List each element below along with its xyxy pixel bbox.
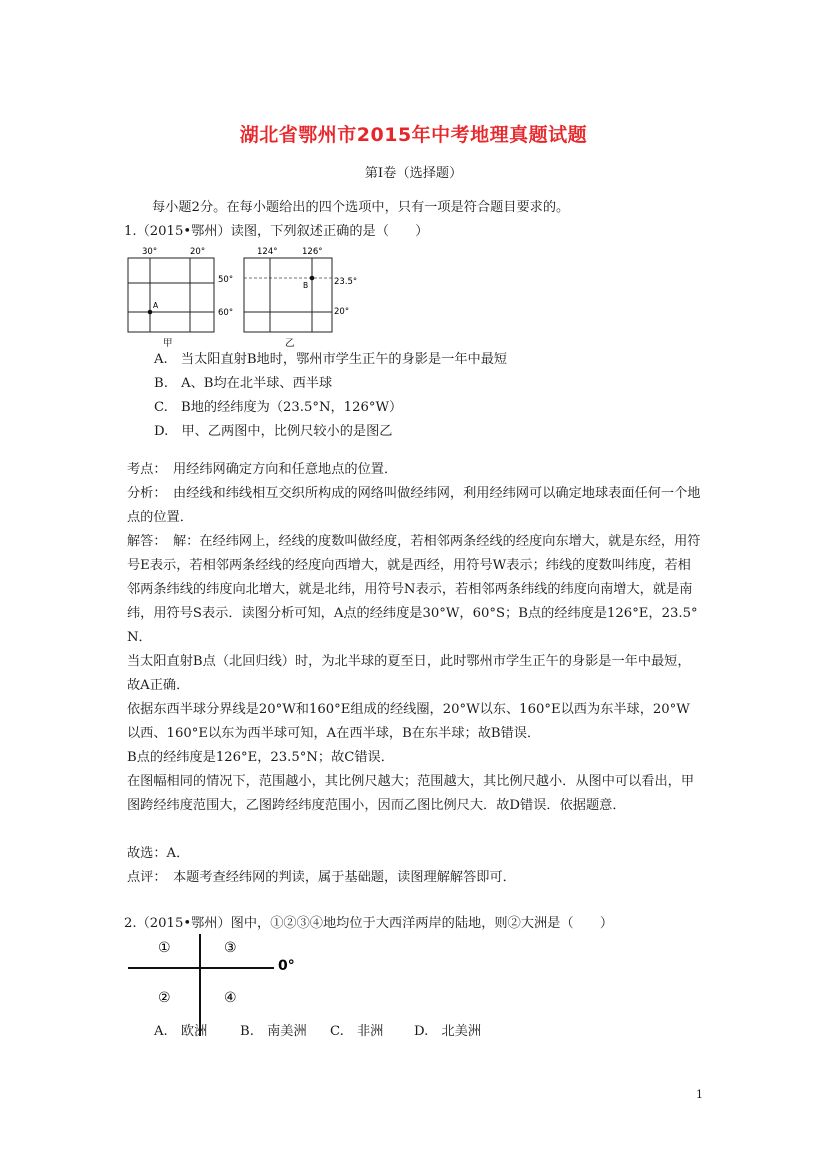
q2-lat-label: 0° [278, 958, 295, 974]
figure-jia [112, 242, 252, 350]
point-b-marker [310, 276, 315, 281]
yi-lon-left: 124° [257, 247, 278, 257]
explain-4: 在图幅相同的情况下，范围越小，其比例尺越大；范围越大，其比例尺越小．从图中可以看出，甲图跨经纬度范围大，乙图跨经纬度范围小，因而乙图比例尺大．故D错误．依据题意． [127, 774, 695, 813]
kaodian-text: 用经纬网确定方向和任意地点的位置． [173, 462, 398, 477]
yi-lat-bottom: 20° [334, 307, 350, 317]
page-number: 1 [696, 1088, 703, 1101]
jieda-block [127, 530, 701, 650]
q2-option-d: D. 北美洲 [414, 1024, 482, 1039]
fenxi-text: 由经线和纬线相互交织所构成的网络叫做经纬网，利用经纬网可以确定地球表面任何一个地点的位置． [127, 486, 701, 525]
fenxi-label: 分析： [127, 486, 167, 501]
dianping-line [127, 866, 701, 890]
instruction: 每小题2分。在每小题给出的四个选项中，只有一项是符合题目要求的。 [152, 200, 570, 215]
kaodian-label: 考点： [127, 462, 167, 477]
yi-lon-right: 126° [302, 247, 323, 257]
yi-caption: 乙 [285, 338, 295, 349]
figure-yi [232, 242, 372, 350]
jia-lat-top: 50° [218, 275, 234, 285]
jia-lon-left: 30° [142, 247, 158, 257]
q2-option-c: C. 非洲 [330, 1024, 384, 1039]
q2-region-2: ② [158, 990, 171, 1006]
dianping-text: 本题考查经纬网的判读，属于基础题，读图理解解答即可． [173, 870, 516, 885]
jieda-label: 解答： [127, 534, 167, 549]
q1-answer: 故选：A． [127, 846, 190, 861]
explain-2: 依据东西半球分界线是20°W和160°E组成的经线圈，20°W以东、160°E以西为东半球，20°W以西、160°E以东为西半球可知，A在西半球，B在东半球；故B错误． [127, 702, 690, 741]
jia-point-label: A [153, 301, 159, 310]
q1-option-a: A. 当太阳直射B地时，鄂州市学生正午的身影是一年中最短 [154, 352, 508, 367]
question-2-stem: 2.（2015•鄂州）图中，①②③④地均位于大西洋两岸的陆地，则②大洲是（ ） [124, 916, 614, 931]
q1-option-b: B. A、B均在北半球、西半球 [154, 376, 333, 391]
jia-lon-right: 20° [190, 247, 206, 257]
q2-region-4: ④ [224, 990, 237, 1006]
kaodian-line [127, 458, 701, 482]
question-1-stem: 1.（2015•鄂州）读图，下列叙述正确的是（ ） [124, 224, 429, 239]
fenxi-block [127, 482, 701, 530]
q2-option-a: A. 欧洲 [154, 1024, 208, 1039]
yi-lat-top: 23.5° [334, 277, 358, 287]
q1-option-d: D. 甲、乙两图中，比例尺较小的是图乙 [154, 424, 393, 439]
q2-region-1: ① [158, 940, 171, 956]
q2-region-3: ③ [224, 940, 237, 956]
jieda-text: 解：在经纬网上，经线的度数叫做经度，若相邻两条经线的经度向东增大，就是东经，用符号E表示，若相邻两条经线的经度向西增大，就是西经，用符号W表示；纬线的度数叫纬度，若相邻两条纬线的纬度向北增大，就是北纬，用符号N表示，若相邻两条纬线的纬度向南增大，就是南纬，用符号S表示．读图分析可知，A点的经纬度是30°W，60°S；B点的经纬度是126°E，23.5°N． [127, 534, 701, 645]
explain-1: 当太阳直射B点（北回归线）时，为北半球的夏至日，此时鄂州市学生正午的身影是一年中最短，故A正确． [127, 654, 691, 693]
q2-option-b: B. 南美洲 [240, 1024, 307, 1039]
document-title: 湖北省鄂州市2015年中考地理真题试题 [239, 124, 588, 146]
jia-lat-bottom: 60° [218, 308, 234, 318]
explain-3: B点的经纬度是126°E，23.5°N；故C错误． [127, 750, 394, 765]
dianping-label: 点评： [127, 870, 167, 885]
yi-point-label: B [303, 281, 309, 290]
section-heading: 第Ⅰ卷（选择题） [364, 166, 463, 181]
point-a-marker [148, 310, 153, 315]
jia-caption: 甲 [163, 338, 173, 349]
q1-option-c: C. B地的经纬度为（23.5°N，126°W） [154, 400, 403, 415]
